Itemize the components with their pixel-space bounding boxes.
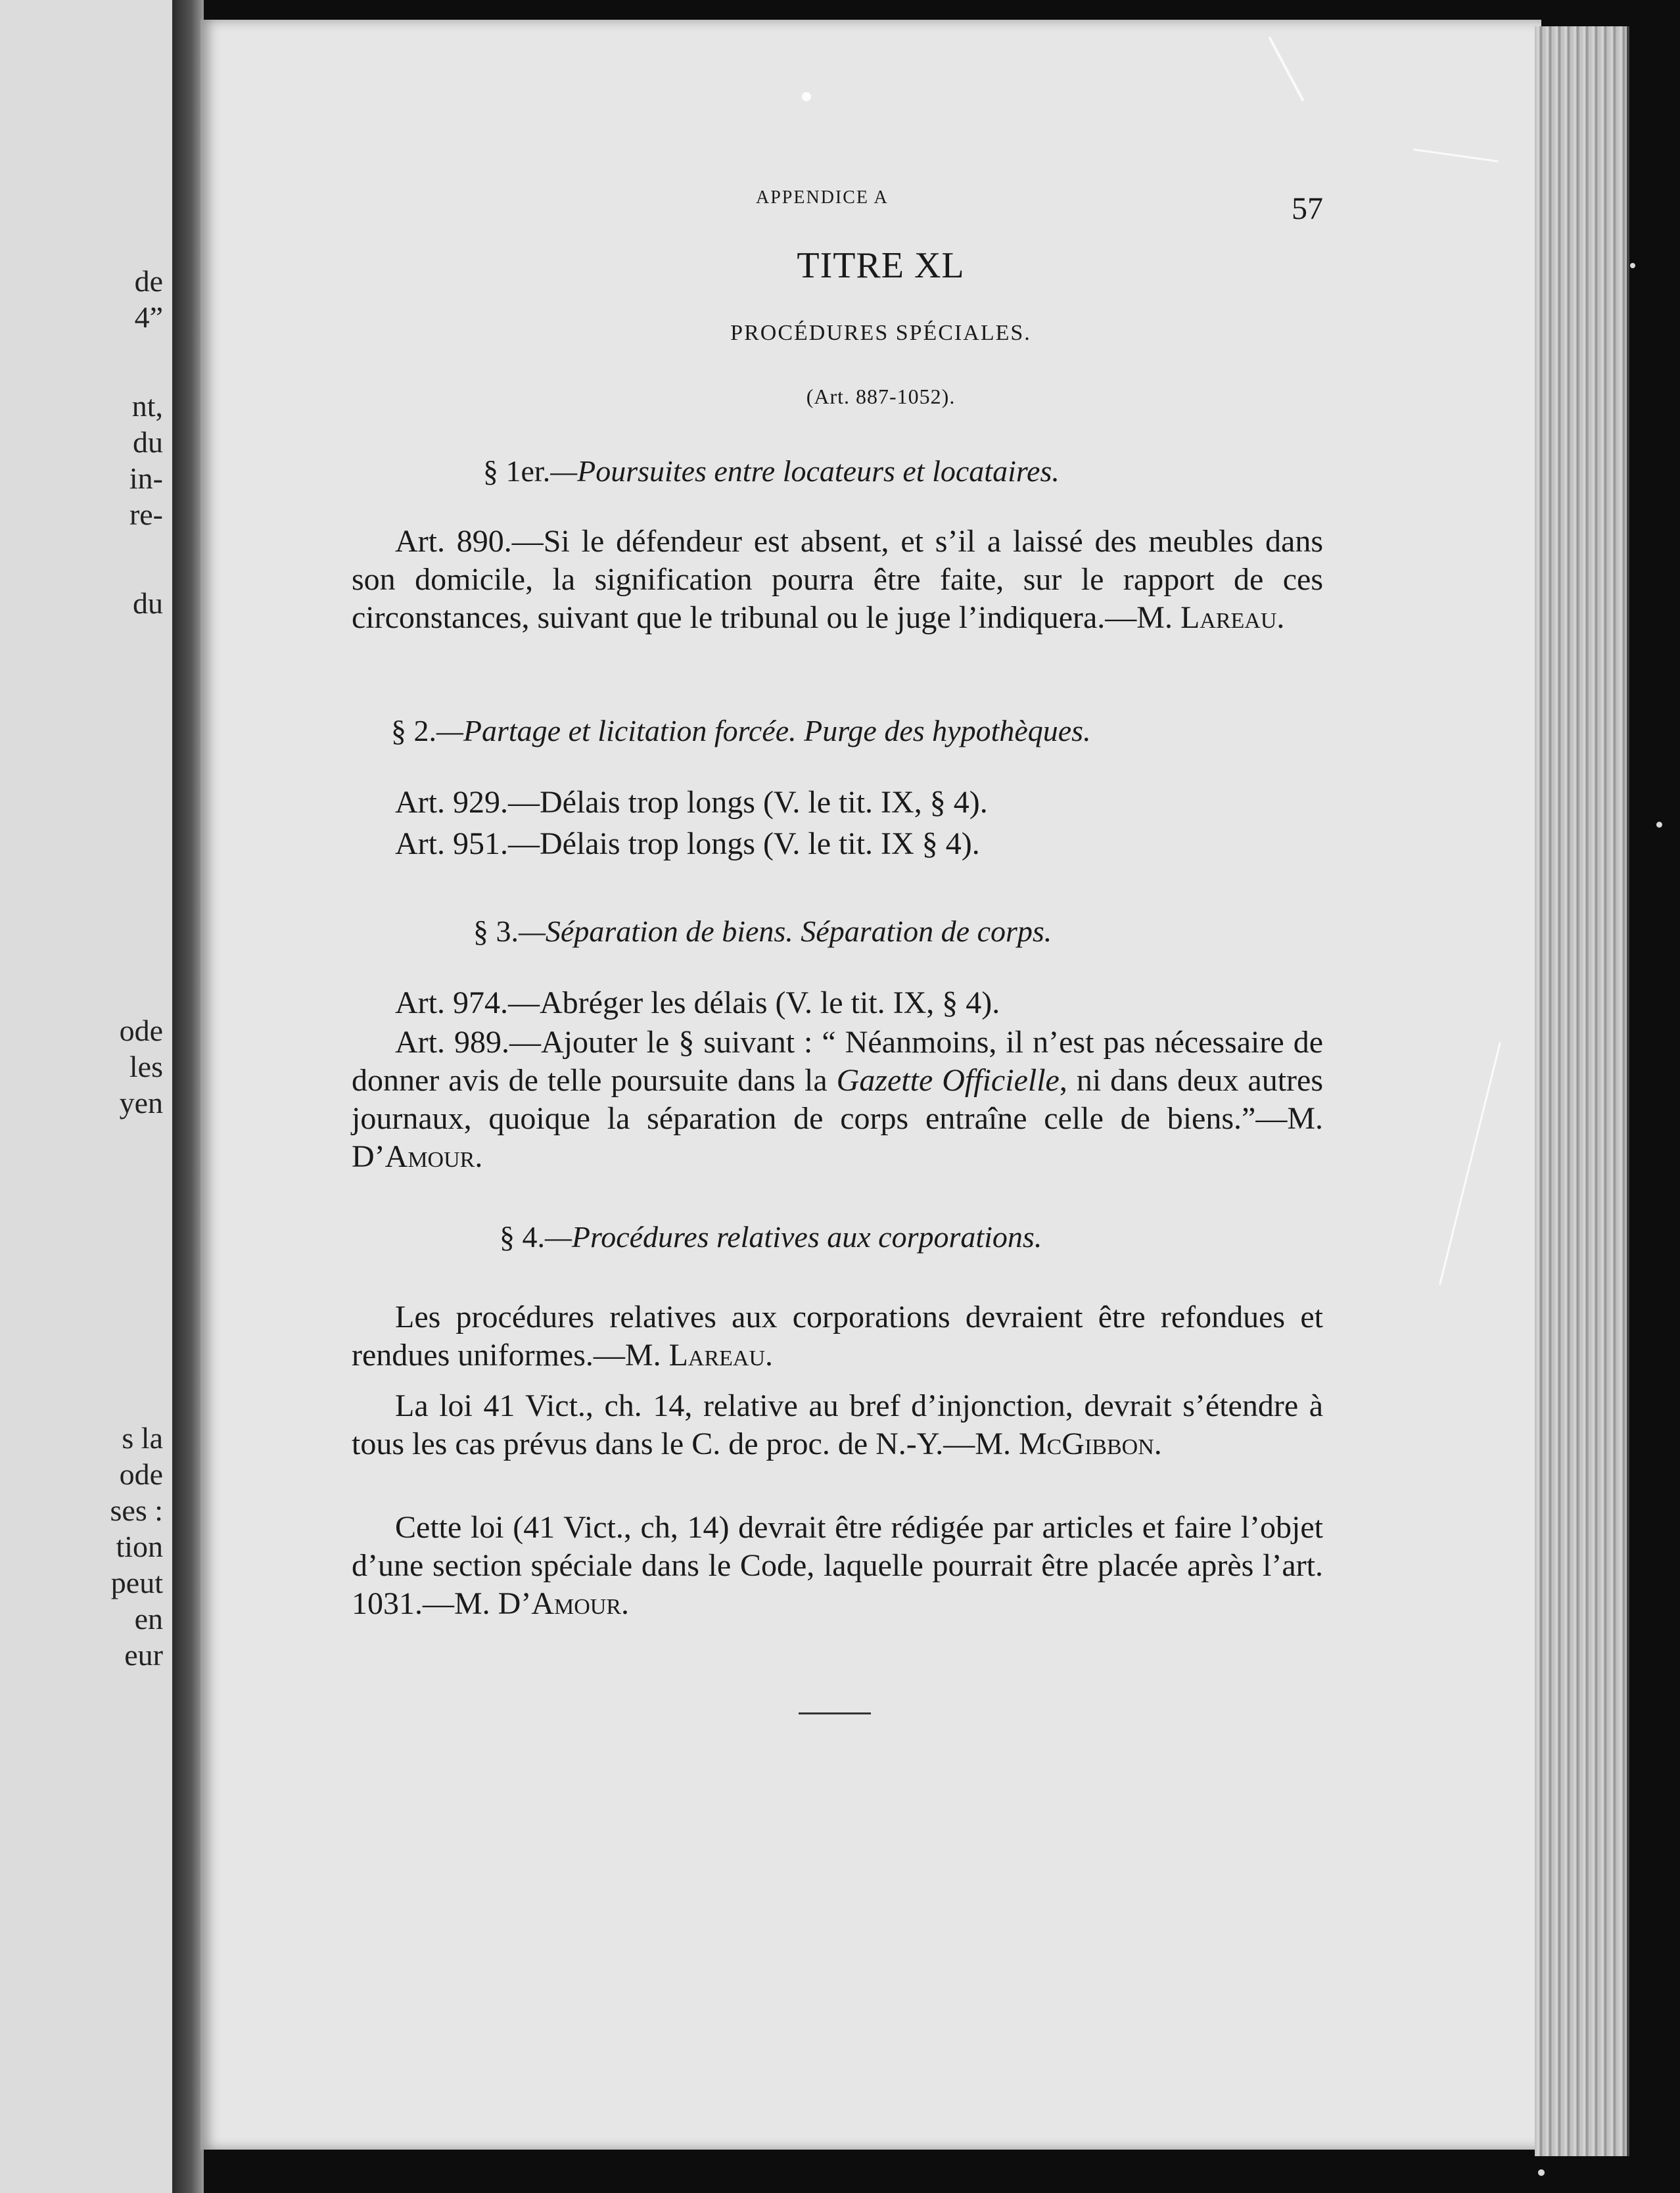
author-name: Lareau. <box>1180 600 1285 635</box>
article-range: (Art. 887-1052). <box>806 385 956 408</box>
paragraph-text: Les procédures relatives aux corporations devraient être refondues et rendues uniformes.—M. <box>352 1300 1323 1373</box>
left-fragment: nt, <box>131 389 163 423</box>
article-paragraph <box>352 1024 1323 1176</box>
left-fragment: les <box>129 1050 163 1083</box>
left-fragment: yen <box>119 1086 163 1120</box>
page-number: 57 <box>1292 191 1323 226</box>
paragraph-text: Art. 890.—Si le défendeur est absent, et s’il a laissé des meubles dans son domicile, la signification pourra être faite, sur le rapport de ces circonstances, suivant que le tribunal ou le juge l’indiquera.—M. <box>352 524 1323 635</box>
left-fragment: 4” <box>134 300 163 334</box>
section-heading <box>391 713 1091 748</box>
left-fragment: du <box>133 425 163 459</box>
section-symbol: § 3. <box>473 914 519 948</box>
dust-speck <box>802 92 811 101</box>
left-fragment: in- <box>129 461 163 495</box>
paragraph-text: Art. 951.—Délais trop longs (V. le tit. IX § 4). <box>395 826 980 861</box>
paragraph-text: Art. 989.—Ajouter le § suivant : “ Néanmoins, il n’est pas nécessaire de donner avis de telle poursuite dans la <box>352 1025 1323 1098</box>
author-name: Amour. <box>385 1139 483 1174</box>
page-subtitle: PROCÉDURES SPÉCIALES. <box>730 321 1031 345</box>
left-fragment: peut <box>110 1566 163 1599</box>
article-paragraph <box>352 1298 1323 1375</box>
author-name: Amour. <box>531 1586 630 1621</box>
left-page-text <box>0 0 172 2193</box>
article-paragraph <box>352 825 1323 863</box>
left-fragment: en <box>134 1602 163 1636</box>
paragraph-text: Cette loi (41 Vict., ch, 14) devrait être rédigée par articles et faire l’objet d’une section spéciale dans le Code, laquelle pourrait être placée après l’art. 1031.—M. D’ <box>352 1510 1323 1621</box>
publication-name: Gazette Officielle <box>836 1063 1060 1098</box>
section-symbol: § 4. <box>500 1220 545 1254</box>
left-fragment: tion <box>116 1530 163 1563</box>
author-name: McGibbon. <box>1018 1427 1162 1461</box>
section-title: —Poursuites entre locateurs et locataires. <box>550 454 1060 488</box>
dust-speck <box>1538 2169 1545 2176</box>
paragraph-text: , ni dans deux autres journaux, quoique la séparation de corps entraîne celle de biens.”—M. D’ <box>352 1063 1324 1174</box>
paragraph-text: Art. 929.—Délais trop longs (V. le tit. IX, § 4). <box>395 785 988 820</box>
dust-speck <box>1656 822 1662 828</box>
section-title: —Séparation de biens. Séparation de corps. <box>519 914 1052 948</box>
section-title: —Procédures relatives aux corporations. <box>545 1220 1042 1254</box>
section-symbol: § 1er. <box>483 454 551 488</box>
article-paragraph <box>352 984 1323 1022</box>
article-paragraph <box>352 1387 1323 1463</box>
page-title: TITRE XL <box>797 245 965 286</box>
dust-speck <box>1630 263 1635 268</box>
article-paragraph <box>352 523 1323 637</box>
left-fragment: s la <box>122 1421 163 1455</box>
end-rule <box>799 1712 871 1714</box>
left-fragment: ode <box>119 1014 163 1047</box>
left-fragment: ode <box>119 1457 163 1491</box>
left-fragment: eur <box>124 1638 163 1672</box>
section-heading <box>473 914 1052 949</box>
article-paragraph <box>352 784 1323 822</box>
left-fragment: ses : <box>110 1494 163 1527</box>
paragraph-text: La loi 41 Vict., ch. 14, relative au bref d’injonction, devrait s’étendre à tous les cas prévus dans le C. de proc. de N.-Y.—M. <box>352 1388 1323 1461</box>
running-header: APPENDICE A <box>756 187 889 208</box>
author-name: Lareau. <box>668 1338 774 1373</box>
left-fragment: de <box>134 264 163 298</box>
section-heading <box>483 454 1060 488</box>
left-fragment: re- <box>129 498 163 531</box>
page-edges <box>1535 26 1629 2156</box>
book-gutter <box>172 0 204 2193</box>
section-heading <box>500 1219 1042 1254</box>
section-symbol: § 2. <box>391 714 436 747</box>
left-fragment: du <box>133 586 163 620</box>
paragraph-text: Art. 974.—Abréger les délais (V. le tit. IX, § 4). <box>395 985 1000 1020</box>
left-facing-page <box>0 0 176 2193</box>
section-title: —Partage et licitation forcée. Purge des hypothèques. <box>436 714 1091 747</box>
article-paragraph <box>352 1509 1323 1623</box>
